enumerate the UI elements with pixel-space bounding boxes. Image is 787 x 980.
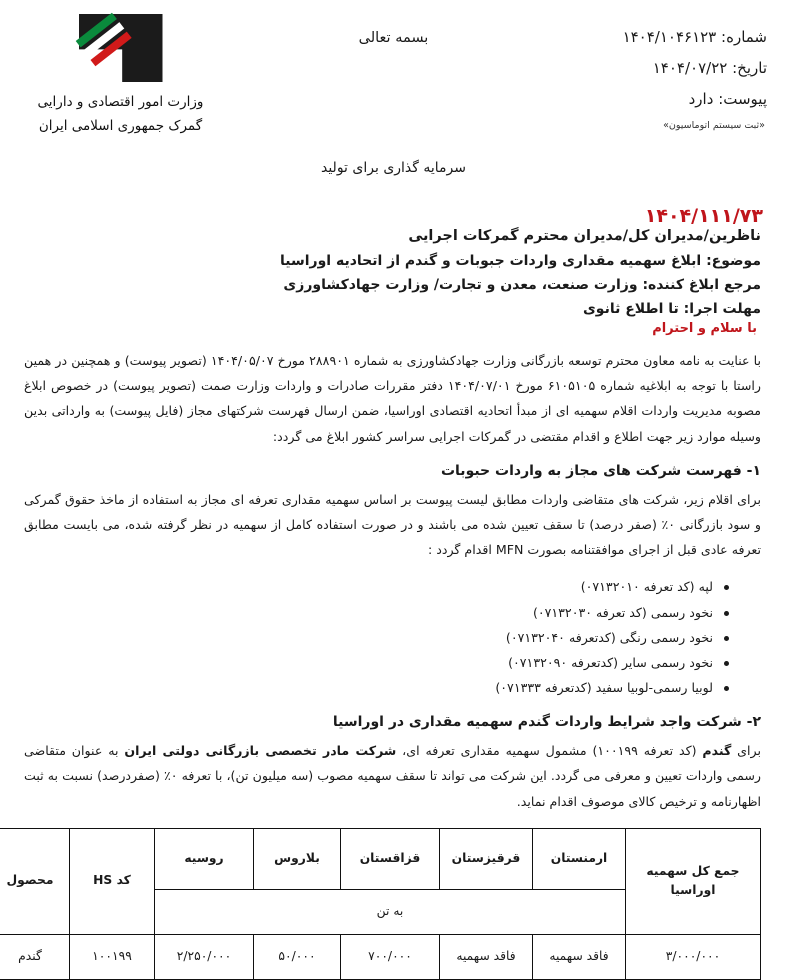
- organization-logo-block: [28, 14, 213, 139]
- letter-date-label: تاریخ:: [732, 58, 767, 77]
- unit-label-cell: به تن: [155, 889, 626, 934]
- list-item: نخود رسمی سایر (کدتعرفه ۰۷۱۳۲۰۹۰): [24, 650, 731, 675]
- section-2-wheat-bold: گندم: [702, 743, 732, 759]
- cell-total: ۳/۰۰۰/۰۰۰: [626, 934, 761, 979]
- slogan-text: سرمایه گذاری برای تولید: [320, 160, 467, 176]
- intro-paragraph: با عنایت به نامه معاون محترم توسعه بازرگانی وزارت جهادکشاورزی به شماره ۲۸۸۹۰۱ مورخ ۱۴۰۴/۰۵/۰۷ (تصویر پیوست) و همچنین در همین راستا با توجه به ابلاغیه شماره ۶۱۰۵۱۰۵ مورخ ۱۴۰۴/۰۷/۰۱ دفتر مقررات صادرات و واردات وزارت صمت (تصویر پیوست) در خصوص ابلاغ مصوبه مدیریت واردات اقلام سهمیه ای از مبدأ اتحادیه اقتصادی اوراسیا، ضمن ارسال فهرست شرکتهای مجاز (فایل پیوست) به وارداتی بدین وسیله موارد زیر جهت اطلاع و اقدام مقتضی در گمرکات اجرایی سراسر کشور ابلاغ می گردد:: [24, 353, 761, 444]
- deadline-value: تا اطلاع ثانوی: [582, 301, 679, 317]
- th-belarus: بلاروس: [254, 828, 341, 889]
- letter-header: [0, 0, 787, 227]
- list-item: لپه (کد تعرفه ۰۷۱۳۲۰۱۰): [24, 574, 731, 599]
- handwritten-greeting: با سلام و احترام: [652, 321, 757, 336]
- cell-hs-code: ۱۰۰۱۹۹: [70, 934, 155, 979]
- automation-system-note: «ثبت سیستم اتوماسیون»: [663, 120, 765, 132]
- source-value: وزارت صنعت، معدن و تجارت/ وزارت جهادکشاورزی: [283, 277, 638, 293]
- section-2-company-bold: شرکت مادر تخصصی بازرگانی دولتی ایران: [124, 743, 397, 759]
- besmeh-taali: بسمه تعالی: [358, 30, 429, 46]
- organization-line-1: وزارت امور اقتصادی و دارایی: [37, 94, 204, 110]
- letter-date-row: [552, 53, 767, 84]
- section-2-text-mid2: به عنوان متقاضی رسمی واردات تعیین و معرفی می گردد. این شرکت می تواند تا سقف سهمیه مصوب (سه میلیون تن)، با تعرفه ۰٪ (صفردرصد) نسبت به ثبت اظهارنامه و ترخیص کالای موصوف اقدام نماید.: [24, 743, 761, 809]
- section-1-title: ۱- فهرست شرکت های مجاز به واردات حبوبات: [440, 462, 761, 479]
- deadline-line-row: [24, 301, 761, 317]
- subject-value: ابلاغ سهمیه مقداری واردات جبوبات و گندم از اتحادیه اوراسیا: [279, 253, 702, 269]
- list-item: نخود رسمی رنگی (کدتعرفه ۰۷۱۳۲۰۴۰): [24, 625, 731, 650]
- section-2-paragraph: [24, 738, 761, 814]
- letter-attachment-row: [552, 84, 767, 115]
- section-2-text-pre: برای: [731, 743, 761, 759]
- handwritten-reference-number: ۱۴۰۴/۱۱۱/۷۳: [644, 205, 763, 227]
- organization-line-2: گمرک جمهوری اسلامی ایران: [38, 118, 203, 135]
- list-item: نخود رسمی (کد تعرفه ۰۷۱۳۲۰۳۰): [24, 600, 731, 625]
- th-kazakhstan: قزاقستان: [341, 828, 440, 889]
- letter-attachment-label: پیوست:: [718, 89, 767, 108]
- cell-russia: ۲/۲۵۰/۰۰۰: [155, 934, 254, 979]
- source-label: مرجع ابلاغ کننده:: [642, 277, 761, 293]
- section-1-paragraph: برای اقلام زیر، شرکت های متقاضی واردات مطابق لیست پیوست بر اساس سهمیه مقداری تعرفه ای مجاز به استفاده از ماخذ حقوق گمرکی و سود بازرگانی ۰٪ (صفر درصد) تا سقف تعیین شده می باشند و در صورت استفاده کامل از سهمیه در نظر گرفته شده، می بایست مطابق تعرفه عادی قبل از اجرای موافقتنامه بصورت MFN اقدام گردد :: [24, 491, 761, 558]
- cell-belarus: ۵۰/۰۰۰: [254, 934, 341, 979]
- cell-kazakhstan: ۷۰۰/۰۰۰: [341, 934, 440, 979]
- addressee-line: ناظرین/مدیران کل/مدیران محترم گمرکات اجرایی: [408, 228, 761, 244]
- customs-logo-icon: [79, 14, 163, 82]
- table-row: [0, 934, 761, 979]
- deadline-label: مهلت اجرا:: [683, 301, 761, 317]
- letter-body: [0, 228, 787, 980]
- source-line-row: [24, 277, 761, 293]
- th-russia: روسیه: [155, 828, 254, 889]
- cell-armenia: فاقد سهمیه: [533, 934, 626, 979]
- quota-table: [0, 828, 761, 980]
- th-product: محصول: [0, 828, 70, 934]
- subject-line-row: [24, 253, 761, 269]
- section-2-text-mid1: (کد تعرفه ۱۰۰۱۹۹) مشمول سهمیه مقداری تعرفه ای،: [396, 743, 703, 759]
- list-item: لوبیا رسمی-لوبیا سفید (کدتعرفه ۰۷۱۳۳۳): [24, 675, 731, 700]
- th-total: جمع کل سهمیه اوراسیا: [626, 828, 761, 934]
- letter-date-value: ۱۴۰۴/۰۷/۲۲: [652, 58, 728, 77]
- th-armenia: ارمنستان: [533, 828, 626, 889]
- th-hs-code: کد HS: [70, 828, 155, 934]
- cell-kyrgyzstan: فاقد سهمیه: [440, 934, 533, 979]
- letter-number-value: ۱۴۰۴/۱۰۴۶۱۲۳: [622, 28, 717, 46]
- th-kyrgyzstan: قرقیزستان: [440, 828, 533, 889]
- subject-label: موضوع:: [706, 253, 761, 269]
- section-2-title: ۲- شرکت واجد شرایط واردات گندم سهمیه مقداری در اوراسیا: [332, 714, 761, 731]
- letter-attachment-value: دارد: [688, 89, 714, 108]
- table-header-row: [0, 828, 761, 889]
- cell-product: گندم: [0, 934, 70, 979]
- tariff-list: [24, 574, 731, 700]
- letter-number-label: شماره:: [721, 28, 767, 46]
